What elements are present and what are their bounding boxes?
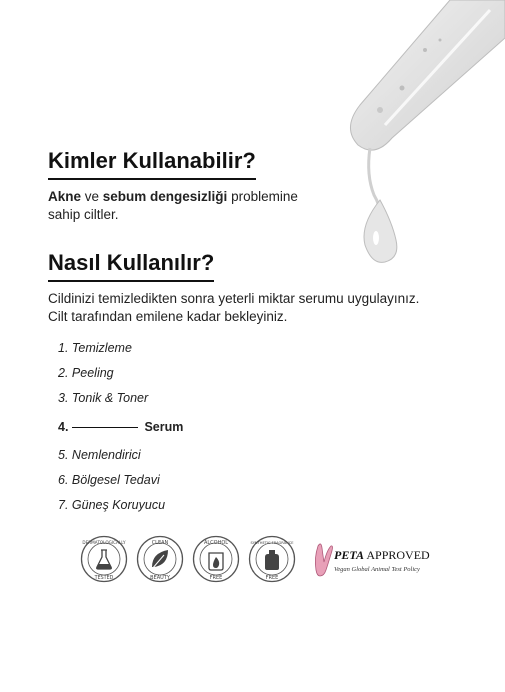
list-item-active: 4. Serum (58, 420, 184, 434)
bunny-icon (312, 540, 334, 578)
badge-synthetic-fragrance-free (248, 535, 296, 583)
svg-text:SYNTHETIC FRAGRANCE: SYNTHETIC FRAGRANCE (250, 541, 294, 545)
section-title-how: Nasıl Kullanılır? (48, 250, 214, 276)
svg-text:DERMATOLOGICALLY: DERMATOLOGICALLY (82, 540, 126, 545)
badge-alcohol-free (192, 535, 240, 583)
list-item: 1. Temizleme (58, 341, 132, 355)
svg-text:CLEAN: CLEAN (151, 540, 169, 546)
step-pointer-line (72, 427, 138, 428)
flame-icon (209, 553, 223, 570)
badge-clean-beauty (136, 535, 184, 583)
serum-dropper-image (330, 0, 505, 270)
how-description: Cildinizi temizledikten sonra yeterli miktar serumu uygulayınız. Cilt tarafından emilene kadar bekleyiniz. (48, 291, 420, 324)
svg-text:FREE: FREE (209, 575, 223, 581)
flask-icon (97, 550, 112, 569)
leaf-icon (152, 550, 168, 569)
peta-title: PETA APPROVED (334, 548, 430, 562)
svg-text:BEAUTY: BEAUTY (150, 575, 170, 581)
list-item: 2. Peeling (58, 366, 114, 380)
list-item: 6. Bölgesel Tedavi (58, 473, 160, 487)
who-description: Akne ve sebum dengesizliği problemine sahip ciltler. (48, 189, 298, 222)
perfume-icon (265, 550, 279, 570)
svg-text:FREE: FREE (265, 575, 279, 581)
list-item: 3. Tonik & Toner (58, 391, 149, 405)
list-item: 5. Nemlendirici (58, 448, 141, 462)
svg-text:TESTED: TESTED (94, 576, 114, 581)
section-title-who: Kimler Kullanabilir? (48, 148, 256, 174)
svg-text:ALCOHOL: ALCOHOL (203, 540, 229, 546)
badge-dermatologically-tested (80, 535, 128, 583)
peta-subtitle: Vegan Global Animal Test Policy (334, 566, 420, 573)
peta-approved-logo (312, 540, 442, 578)
list-item: 7. Güneş Koruyucu (58, 498, 166, 512)
